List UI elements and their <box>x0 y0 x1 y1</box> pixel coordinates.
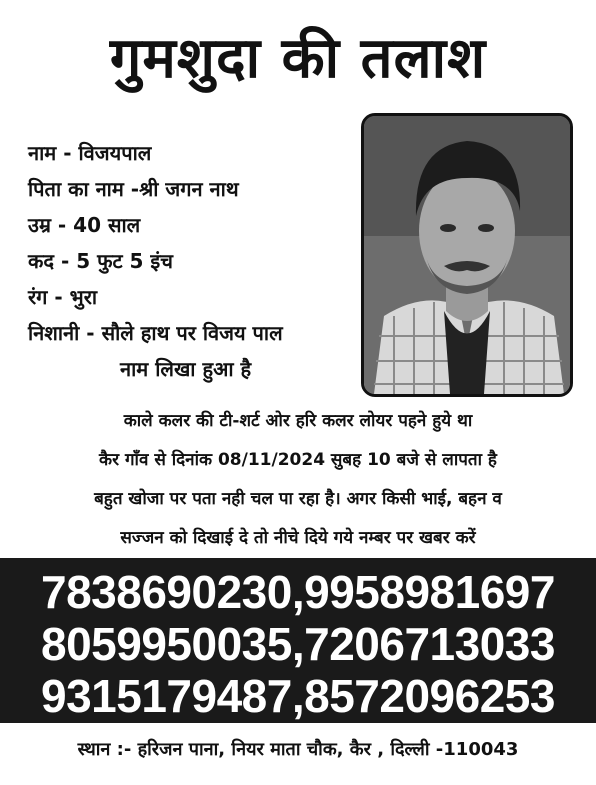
person-details <box>28 135 368 387</box>
description-paragraph <box>18 402 578 558</box>
detail-complexion: रंग - भुरा <box>28 285 98 309</box>
detail-identification-mark: निशानी - सौले हाथ पर विजय पाल <box>28 321 283 345</box>
phone-numbers-line: 9315179487,8572096253 <box>41 670 555 722</box>
detail-identification-mark-cont: नाम लिखा हुआ है <box>120 357 252 381</box>
person-photo <box>361 113 573 397</box>
description-line: कैर गाँव से दिनांक 08/11/2024 सुबह 10 बजे से लापता है <box>99 450 497 470</box>
description-line: सज्जन को दिखाई दे तो नीचे दिये गये नम्बर पर खबर करें <box>120 528 476 548</box>
detail-age: उम्र - 40 साल <box>28 213 141 237</box>
detail-father-name: पिता का नाम -श्री जगन नाथ <box>28 177 239 201</box>
detail-name: नाम - विजयपाल <box>28 141 152 165</box>
detail-height: कद - 5 फुट 5 इंच <box>28 249 173 273</box>
description-line: बहुत खोजा पर पता नही चल पा रहा है। अगर किसी भाई, बहन व <box>94 489 502 509</box>
poster-title: गुमशुदा की तलाश <box>109 26 487 91</box>
person-photo-icon <box>364 116 570 394</box>
phone-numbers-line: 8059950035,7206713033 <box>41 618 555 670</box>
location-address: स्थान :- हरिजन पाना, नियर माता चौक, कैर , दिल्ली -110043 <box>77 739 519 760</box>
description-line: काले कलर की टी-शर्ट ओर हरि कलर लोयर पहने हुये था <box>123 411 473 431</box>
phone-numbers-line: 7838690230,9958981697 <box>41 566 555 618</box>
contact-numbers <box>0 566 596 722</box>
